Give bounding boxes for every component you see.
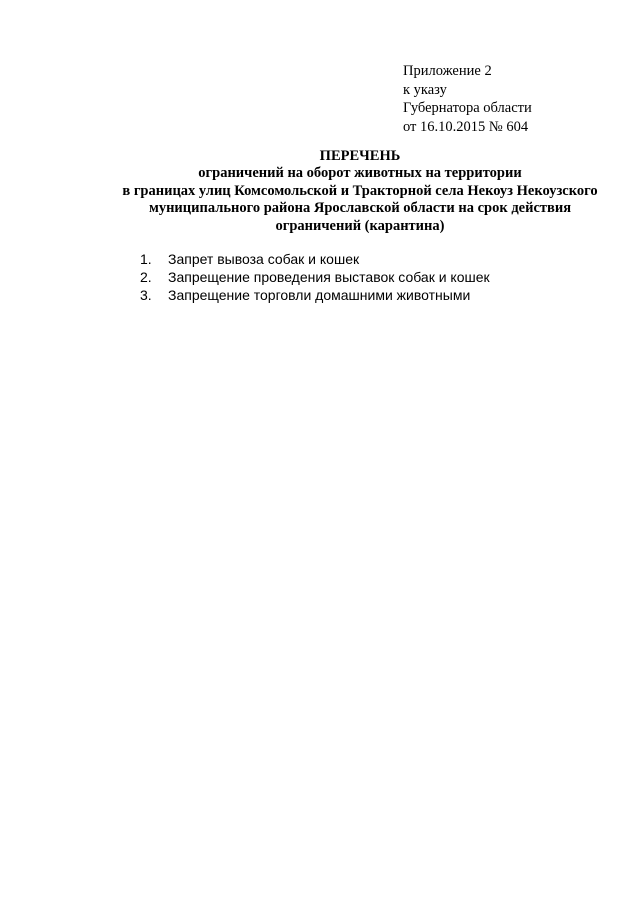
restrictions-list	[140, 250, 490, 304]
subtitle-line: ограничений на оборот животных на территории	[198, 165, 522, 181]
subtitle-line: муниципального района Ярославской области на срок действия	[148, 200, 572, 216]
list-item-number: 3.	[140, 287, 152, 303]
appendix-line: Приложение 2	[403, 63, 492, 79]
subtitle-line: в границах улиц Комсомольской и Тракторной села Некоуз Некоузского	[122, 182, 598, 199]
appendix-line: к указу	[403, 81, 447, 98]
list-item	[140, 250, 490, 268]
appendix-block	[403, 62, 623, 136]
subtitle-line: ограничений (карантина)	[275, 217, 445, 234]
list-item-text: Запрет вывоза собак и кошек	[168, 251, 360, 267]
appendix-date-line: от 16.10.2015 № 604	[403, 118, 529, 135]
document-heading: ПЕРЕЧЕНЬ	[319, 148, 401, 164]
appendix-line: Губернатора области	[403, 100, 532, 116]
document-subtitle	[90, 165, 630, 235]
list-item-text: Запрещение проведения выставок собак и кошек	[168, 269, 490, 285]
list-item-number: 1.	[140, 251, 152, 267]
list-item	[140, 286, 490, 304]
list-item-text: Запрещение торговли домашними животными	[168, 287, 471, 303]
list-item	[140, 268, 490, 286]
list-item-number: 2.	[140, 269, 152, 285]
